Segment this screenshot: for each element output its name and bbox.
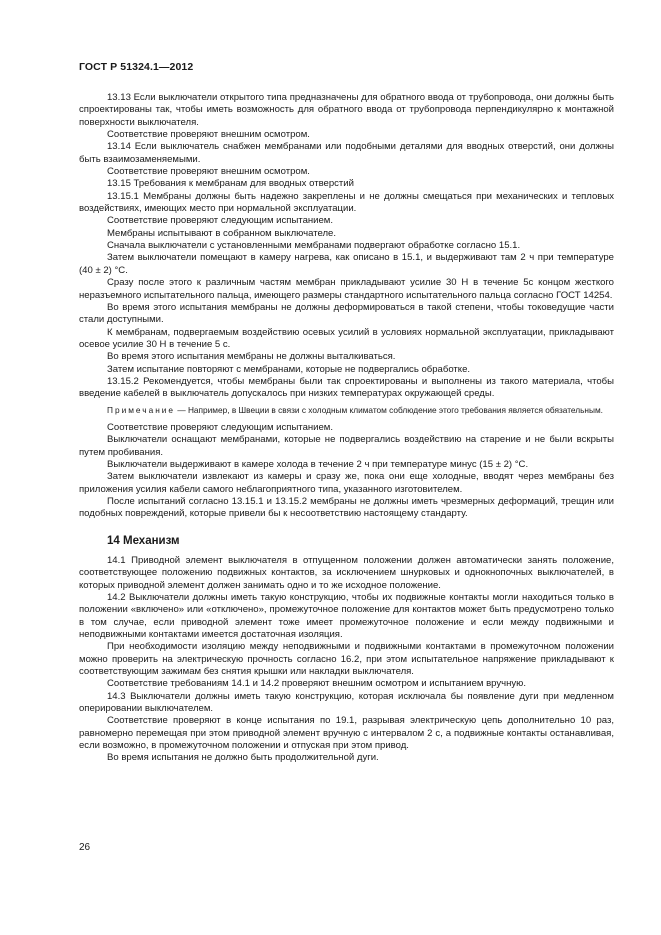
note — [79, 405, 614, 416]
paragraph: Соответствие проверяют внешним осмотром. — [107, 166, 310, 178]
paragraph: Соответствие проверяют следующим испытанием. — [107, 421, 334, 433]
paragraph: Мембраны испытывают в собранном выключателе. — [107, 227, 336, 239]
page-content — [79, 92, 614, 765]
paragraph: Во время испытания не должно быть продолжительной дуги. — [107, 752, 379, 764]
paragraph: Во время этого испытания мембраны не должны деформироваться в такой степени, чтобы токоведущие части стали доступными. — [79, 301, 614, 326]
paragraph: Затем выключатели помещают в камеру нагрева, как описано в 15.1, и выдерживают там 2 ч при температуре (40 ± 2) °С. — [79, 252, 614, 276]
paragraph: 13.15.2 Рекомендуется, чтобы мембраны были так спроектированы и выполнены из такого материала, чтобы введение кабелей в выключатель допускалось при низких температурах окружающей среды. — [79, 375, 614, 400]
paragraph: 14.2 Выключатели должны иметь такую конструкцию, чтобы их подвижные контакты могли находиться только в положении «включено» или «отключено», промежуточное положение для контактов может быть предусмотрено только в том случае, если приводной элемент тоже имеет промежуточное положение и если между подвижными и неподвижными контактами имеется достаточная изоляция. — [79, 592, 614, 641]
section-title: 14 Механизм — [107, 534, 180, 547]
paragraph: 14.3 Выключатели должны иметь такую конструкцию, которая исключала бы появление дуги при медленном оперировании выключателем. — [79, 690, 614, 715]
paragraph: 13.13 Если выключатели открытого типа предназначены для обратного ввода от трубопровода, они должны быть спроектированы так, чтобы иметь возможность для обратного ввода от трубопровода перпендикулярно к монтажной поверхности выключателя. — [79, 92, 614, 128]
paragraph: Затем испытание повторяют с мембранами, которые не подвергались обработке. — [107, 363, 471, 375]
note-text: — Например, в Швеции в связи с холодным климатом соблюдение этого требования является обязательным. — [175, 404, 603, 415]
paragraph: Выключатели выдерживают в камере холода в течение 2 ч при температуре минус (15 ± 2) °С. — [107, 458, 529, 470]
paragraph: Затем выключатели извлекают из камеры и сразу же, пока они еще холодные, вводят через мембраны без приложения усилия кабели самого неблагоприятного типа, указанного изготовителем. — [79, 471, 614, 495]
paragraph: 13.14 Если выключатель снабжен мембранами или подобными деталями для вводных отверстий, они должны быть взаимозаменяемыми. — [79, 141, 614, 165]
paragraph: Сначала выключатели с установленными мембранами подвергают обработке согласно 15.1. — [107, 240, 521, 252]
paragraph: К мембранам, подвергаемым воздействию осевых усилий в условиях нормальной эксплуатации, прикладывают осевое усилие 30 Н в течение 5 с. — [79, 326, 614, 350]
paragraph: Во время этого испытания мембраны не должны выталкиваться. — [107, 351, 396, 363]
paragraph: Соответствие проверяют следующим испытанием. — [107, 215, 334, 227]
paragraph: Соответствие проверяют внешним осмотром. — [107, 129, 310, 141]
paragraph: Соответствие требованиям 14.1 и 14.2 проверяют внешним осмотром и испытанием вручную. — [107, 678, 526, 690]
paragraph: 13.15 Требования к мембранам для вводных отверстий — [107, 178, 354, 190]
paragraph: После испытаний согласно 13.15.1 и 13.15.2 мембраны не должны иметь чрезмерных деформаций, трещин или подобных повреждений, которые привели бы к несоответствию настоящему стандарту. — [79, 495, 614, 520]
note-label: Примечание — [107, 404, 176, 415]
paragraph: 14.1 Приводной элемент выключателя в отпущенном положении должен автоматически занять положение, соответствующее положению подвижных контактов, за исключением шнурковых и однокнопочных выключателей, в которых приводной элемент должен занимать одно и то же исходное положение. — [79, 554, 614, 591]
paragraph: 13.15.1 Мембраны должны быть надежно закреплены и не должны смещаться при механических и тепловых воздействиях, имеющих место при нормальной эксплуатации. — [79, 190, 614, 215]
paragraph: Сразу после этого к различным частям мембран прикладывают усилие 30 Н в течение 5с концом жесткого неразъемного испытательного пальца, имеющего размеры стандартного испытательного пальца согласно ГОСТ 14254. — [79, 277, 614, 301]
paragraph: Соответствие проверяют в конце испытания по 19.1, разрывая электрическую цепь дополнительно 10 раз, равномерно перемещая при этом приводной элемент вручную с интервалом 2 с, а подвижные контакты останавливая, если возможно, в промежуточном положении и отпуская при этом привод. — [79, 715, 614, 752]
paragraph: Выключатели оснащают мембранами, которые не подвергались воздействию на старение и не были вскрыты путем пробивания. — [79, 434, 614, 458]
page-number: 26 — [79, 842, 91, 853]
paragraph: При необходимости изоляцию между неподвижными и подвижными контактами в промежуточном положении можно проверить на электрическую прочность согласно 16.2, при этом испытательное напряжение прикладывают к соответствующим зажимам без снятия крышки или накладки выключателя. — [79, 641, 614, 678]
page-header: ГОСТ Р 51324.1—2012 — [79, 61, 194, 73]
